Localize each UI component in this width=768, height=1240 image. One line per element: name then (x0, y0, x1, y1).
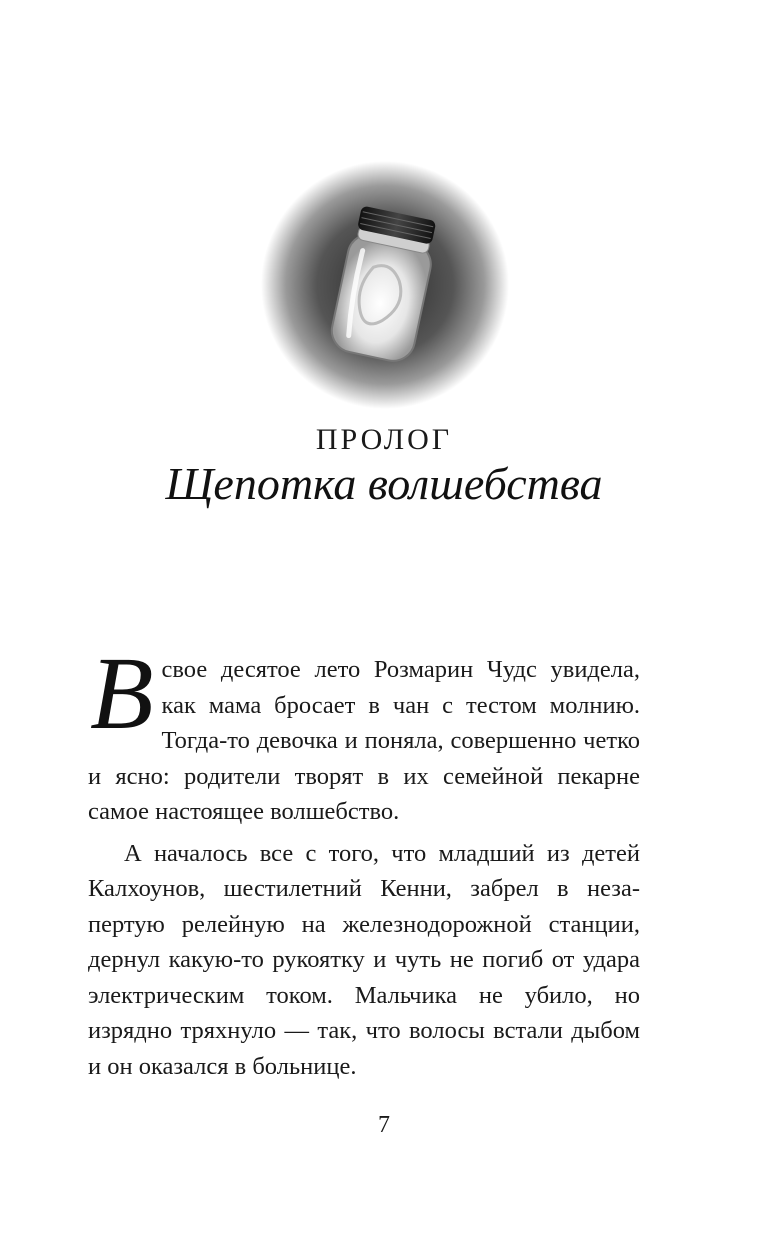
page-number: 7 (378, 1112, 390, 1138)
paragraph-2: А началось все с того, что младший из детей Калхоунов, шестилетний Кенни, забрел в незапертую релейную на железнодорожной станции, дернул какую-то рукоятку и чуть не погиб от удара электрическим током. Мальчика не убило, но изрядно тряхнуло — так, что волосы встали дыбом и он оказался в больнице. (88, 839, 640, 1080)
paragraph-1-text: свое десятое лето Розмарин Чудс увидела, как мама бросает в чан с тестом молнию. Тогда-то девочка и поняла, совершенно четко и ясно: родители творят в их семейной пекарне самое настоящее волшебство. (88, 656, 640, 825)
prologue-label: ПРОЛОГ (315, 423, 453, 456)
chapter-title: Щепотка волшебства (165, 458, 603, 509)
glowing-jar-illustration (260, 160, 510, 410)
body-text (88, 636, 640, 1084)
paragraph-1 (88, 636, 640, 830)
drop-cap: В (90, 636, 154, 751)
